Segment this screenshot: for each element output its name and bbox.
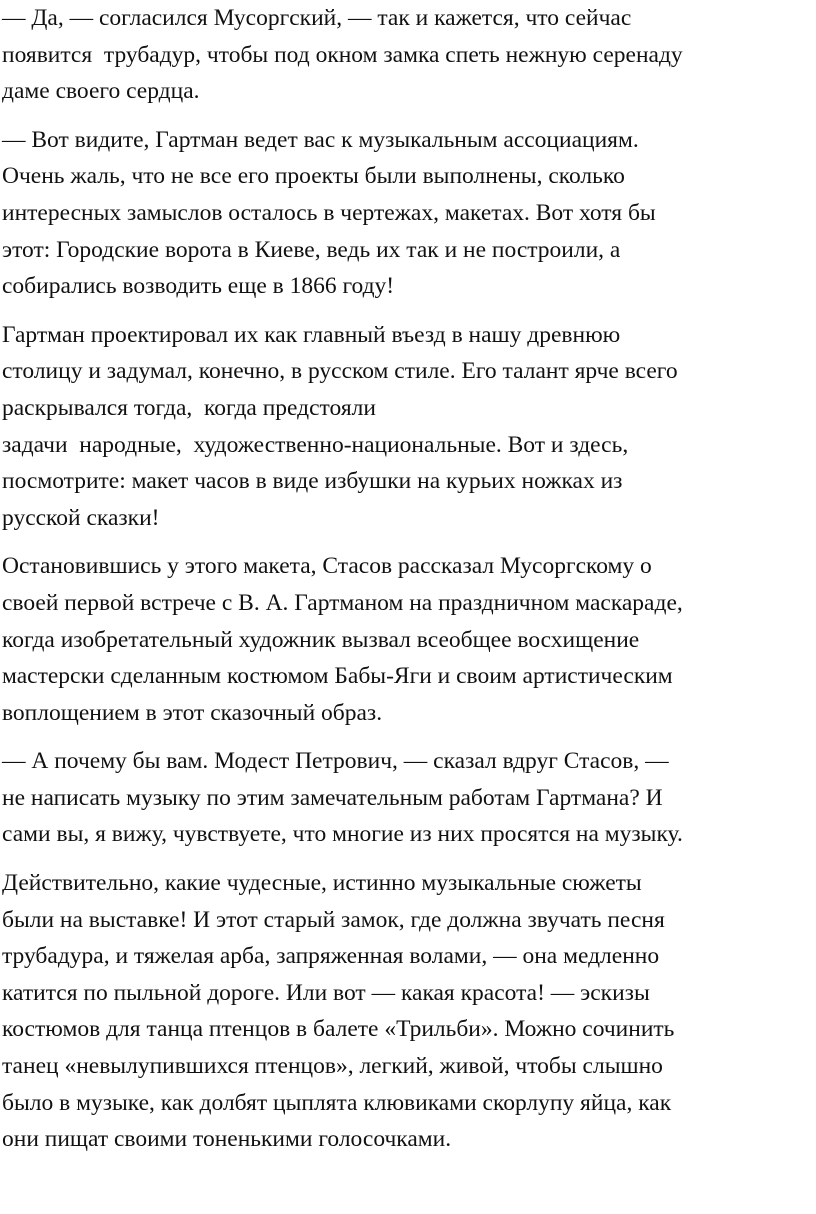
text-line: Остановившись у этого макета, Стасов рассказал Мусоргскому о — [2, 553, 652, 580]
text-line: они пищат своими тоненькими голосочками. — [2, 1126, 452, 1153]
text-line: даме своего сердца. — [2, 78, 200, 105]
text-line: было в музыке, как долбят цыплята клювиками скорлупу яйца, как — [2, 1089, 672, 1116]
paragraph-1 — [2, 0, 814, 110]
paragraph-5 — [2, 743, 814, 853]
text-line: посмотрите: макет часов в виде избушки на курьих ножках из — [2, 468, 623, 495]
text-line: русской сказки! — [2, 504, 160, 531]
text-line: задачи народные, художественно-национальные. Вот и здесь, — [2, 431, 629, 458]
text-line: когда изобретательный художник вызвал всеобщее восхищение — [2, 626, 640, 653]
text-line: — Вот видите, Гартман ведет вас к музыкальным ассоциациям. — [2, 126, 639, 153]
text-line: Очень жаль, что не все его проекты были выполнены, сколько — [2, 163, 625, 190]
text-line: были на выставке! И этот старый замок, где должна звучать песня — [2, 906, 665, 933]
text-line: появится трубадур, чтобы под окном замка спеть нежную серенаду — [2, 41, 683, 68]
text-line: раскрывался тогда, когда предстояли — [2, 394, 376, 421]
text-line: трубадура, и тяжелая арба, запряженная волами, — она медленно — [2, 943, 660, 970]
document-body — [2, 0, 814, 1170]
paragraph-6 — [2, 865, 814, 1158]
text-line: этот: Городские ворота в Киеве, ведь их так и не построили, а — [2, 236, 621, 263]
text-line: сами вы, я вижу, чувствуете, что многие из них просятся на музыку. — [2, 821, 683, 848]
text-line: — Да, — согласился Мусоргский, — так и кажется, что сейчас — [2, 5, 632, 31]
text-line: Действительно, какие чудесные, истинно музыкальные сюжеты — [2, 870, 642, 897]
paragraph-2 — [2, 122, 814, 305]
text-line: танец «невылупившихся птенцов», легкий, живой, чтобы слышно — [2, 1053, 663, 1080]
paragraph-3 — [2, 317, 814, 537]
text-line: мастерски сделанным костюмом Бабы-Яги и своим артистическим — [2, 663, 673, 690]
text-line: не написать музыку по этим замечательным работам Гартмана? И — [2, 784, 663, 811]
text-line: столицу и задумал, конечно, в русском стиле. Его талант ярче всего — [2, 358, 678, 385]
text-line: собирались возводить еще в 1866 году! — [2, 273, 395, 300]
text-line: воплощением в этот сказочный образ. — [2, 699, 383, 726]
text-line: Гартман проектировал их как главный въезд в нашу древнюю — [2, 321, 621, 348]
text-line: катится по пыльной дороге. Или вот — какая красота! — эскизы — [2, 979, 650, 1006]
text-line: интересных замыслов осталось в чертежах, макетах. Вот хотя бы — [2, 199, 656, 226]
text-line: костюмов для танца птенцов в балете «Трильби». Можно сочинить — [2, 1016, 675, 1043]
paragraph-4 — [2, 548, 814, 731]
text-line: своей первой встрече с В. А. Гартманом на праздничном маскараде, — [2, 589, 683, 616]
text-line: — А почему бы вам. Модест Петрович, — сказал вдруг Стасов, — — [2, 748, 669, 775]
